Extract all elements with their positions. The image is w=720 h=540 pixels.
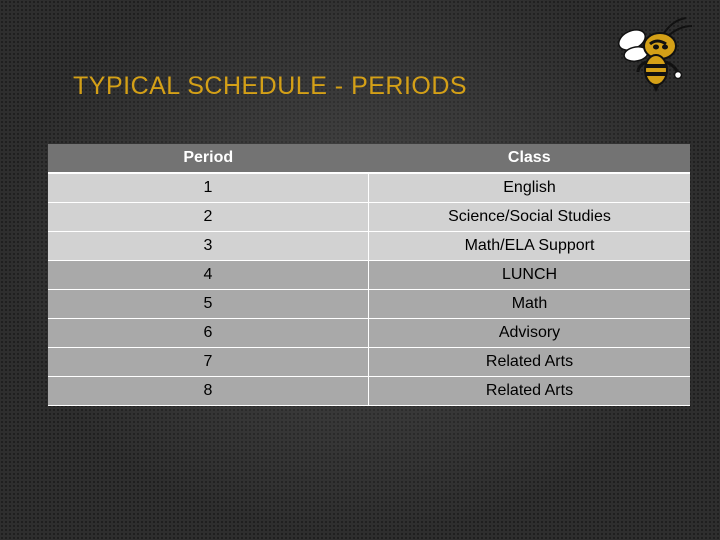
class-cell: Science/Social Studies [369,203,691,232]
period-cell: 8 [48,377,369,406]
period-cell: 6 [48,319,369,348]
class-cell: LUNCH [369,261,691,290]
table-row [48,348,690,377]
table-row [48,173,690,203]
period-cell: 3 [48,232,369,261]
period-cell: 2 [48,203,369,232]
class-column-header: Class [369,144,691,173]
period-column-header: Period [48,144,369,173]
bee-mascot-logo [612,14,698,94]
table-row [48,261,690,290]
class-cell: Related Arts [369,377,691,406]
class-cell: Math/ELA Support [369,232,691,261]
period-cell: 5 [48,290,369,319]
table-row [48,319,690,348]
table-row [48,203,690,232]
class-cell: Advisory [369,319,691,348]
table-row [48,377,690,406]
slide-title: TYPICAL SCHEDULE - PERIODS [73,72,468,100]
schedule-table [48,144,690,406]
table-row [48,290,690,319]
class-cell: Related Arts [369,348,691,377]
period-cell: 4 [48,261,369,290]
table-header-row [48,144,690,173]
period-cell: 7 [48,348,369,377]
class-cell: Math [369,290,691,319]
class-cell: English [369,173,691,203]
period-cell: 1 [48,173,369,203]
table-row [48,232,690,261]
